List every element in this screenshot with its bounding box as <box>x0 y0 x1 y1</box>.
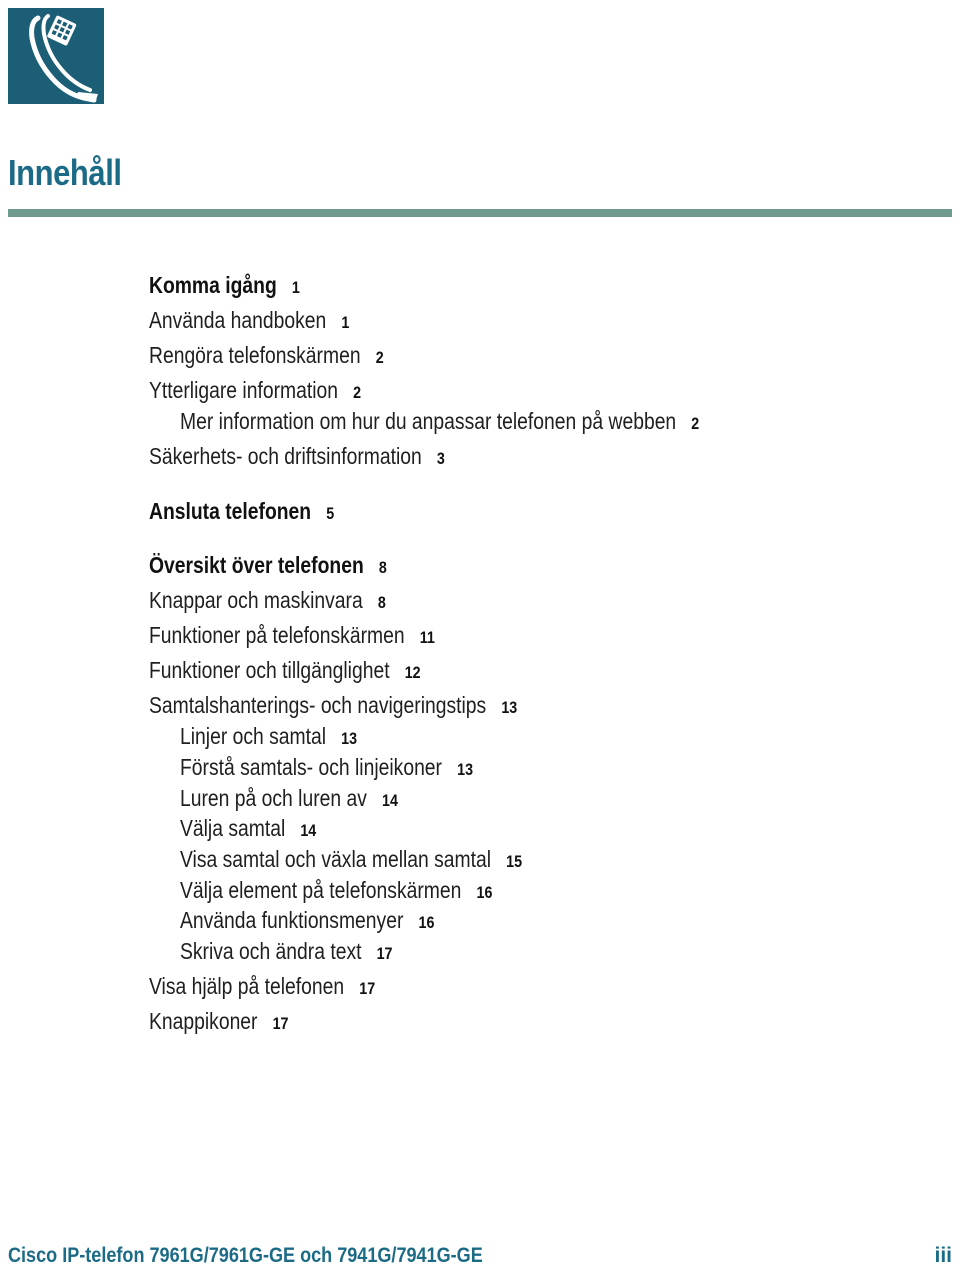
toc-entry[interactable] <box>180 721 357 754</box>
toc-entry-title: Funktioner och tillgänglighet <box>149 657 390 683</box>
toc-entry-title: Använda handboken <box>149 307 327 333</box>
toc-entry[interactable] <box>149 690 517 723</box>
toc-entry[interactable] <box>149 305 349 338</box>
toc-entry-title: Ytterligare information <box>149 377 338 403</box>
toc-entry-page: 17 <box>272 1014 289 1033</box>
toc-entry-title: Använda funktionsmenyer <box>180 907 404 933</box>
toc-entry-page: 5 <box>326 504 335 523</box>
toc-entry[interactable] <box>180 752 473 785</box>
toc-entry-page: 8 <box>377 593 386 612</box>
toc-entry-title: Skriva och ändra text <box>180 938 362 964</box>
toc-entry[interactable] <box>149 496 334 529</box>
cisco-phone-logo <box>8 8 104 104</box>
toc-entry-page: 13 <box>501 698 518 717</box>
toc-entry-title: Rengöra telefonskärmen <box>149 342 361 368</box>
toc-entry-title: Visa samtal och växla mellan samtal <box>180 846 492 872</box>
toc-entry[interactable] <box>149 1006 289 1039</box>
toc-entry[interactable] <box>149 375 361 408</box>
toc-entry-page: 17 <box>359 979 376 998</box>
toc-entry[interactable] <box>180 844 522 877</box>
toc-entry[interactable] <box>180 813 316 846</box>
toc-entry-page: 16 <box>476 883 493 902</box>
toc-entry-title: Välja samtal <box>180 815 286 841</box>
toc-entry-page: 17 <box>376 944 393 963</box>
toc-entry[interactable] <box>180 875 492 908</box>
toc-entry-page: 8 <box>378 558 387 577</box>
toc-entry-page: 2 <box>691 414 700 433</box>
page-title: Innehåll <box>8 152 122 193</box>
toc-entry[interactable] <box>149 270 300 303</box>
toc-entry[interactable] <box>149 441 445 474</box>
toc-entry[interactable] <box>180 783 398 816</box>
toc-entry-title: Samtalshanterings- och navigeringstips <box>149 692 487 718</box>
toc-entry[interactable] <box>149 971 375 1004</box>
toc-entry-page: 14 <box>382 791 398 810</box>
toc-entry-title: Mer information om hur du anpassar telefonen på webben <box>180 408 677 434</box>
toc-entry-title: Förstå samtals- och linjeikoner <box>180 754 443 780</box>
toc-entry-title: Säkerhets- och driftsinformation <box>149 443 422 469</box>
toc-entry[interactable] <box>149 585 386 618</box>
toc-entry-page: 1 <box>341 313 350 332</box>
toc-entry-page: 3 <box>436 449 445 468</box>
toc-entry-title: Funktioner på telefonskärmen <box>149 622 405 648</box>
toc-entry[interactable] <box>180 905 434 938</box>
toc-entry-page: 2 <box>375 348 384 367</box>
toc-entry[interactable] <box>149 620 435 653</box>
toc-entry-page: 2 <box>353 383 362 402</box>
toc-entry-title: Komma igång <box>149 272 277 298</box>
title-divider <box>8 209 952 217</box>
toc-entry-page: 12 <box>404 663 421 682</box>
toc-entry-title: Visa hjälp på telefonen <box>149 973 345 999</box>
toc-entry-title: Översikt över telefonen <box>149 552 364 578</box>
toc-entry-page: 16 <box>418 913 435 932</box>
toc-entry-page: 13 <box>341 729 358 748</box>
toc-entry-page: 15 <box>506 852 523 871</box>
footer-title: Cisco IP-telefon 7961G/7961G-GE och 7941G/7941G-GE <box>8 1244 483 1267</box>
toc-entry-page: 1 <box>291 278 300 297</box>
toc-entry[interactable] <box>180 936 393 969</box>
toc-entry-title: Linjer och samtal <box>180 723 327 749</box>
toc-entry[interactable] <box>149 655 421 688</box>
toc-entry[interactable] <box>149 550 387 583</box>
toc-entry[interactable] <box>180 406 699 439</box>
phone-handset-icon <box>8 8 104 104</box>
toc-entry-title: Välja element på telefonskärmen <box>180 877 462 903</box>
toc-entry-page: 13 <box>457 760 474 779</box>
toc-entry-page: 14 <box>300 821 317 840</box>
toc-entry-title: Luren på och luren av <box>180 785 367 811</box>
toc-entry-title: Ansluta telefonen <box>149 498 312 524</box>
toc-entry-title: Knappar och maskinvara <box>149 587 363 613</box>
toc-entry[interactable] <box>149 340 384 373</box>
toc-entry-title: Knappikoner <box>149 1008 258 1034</box>
toc-entry-page: 11 <box>419 628 435 647</box>
footer-page-number: iii <box>934 1244 952 1267</box>
